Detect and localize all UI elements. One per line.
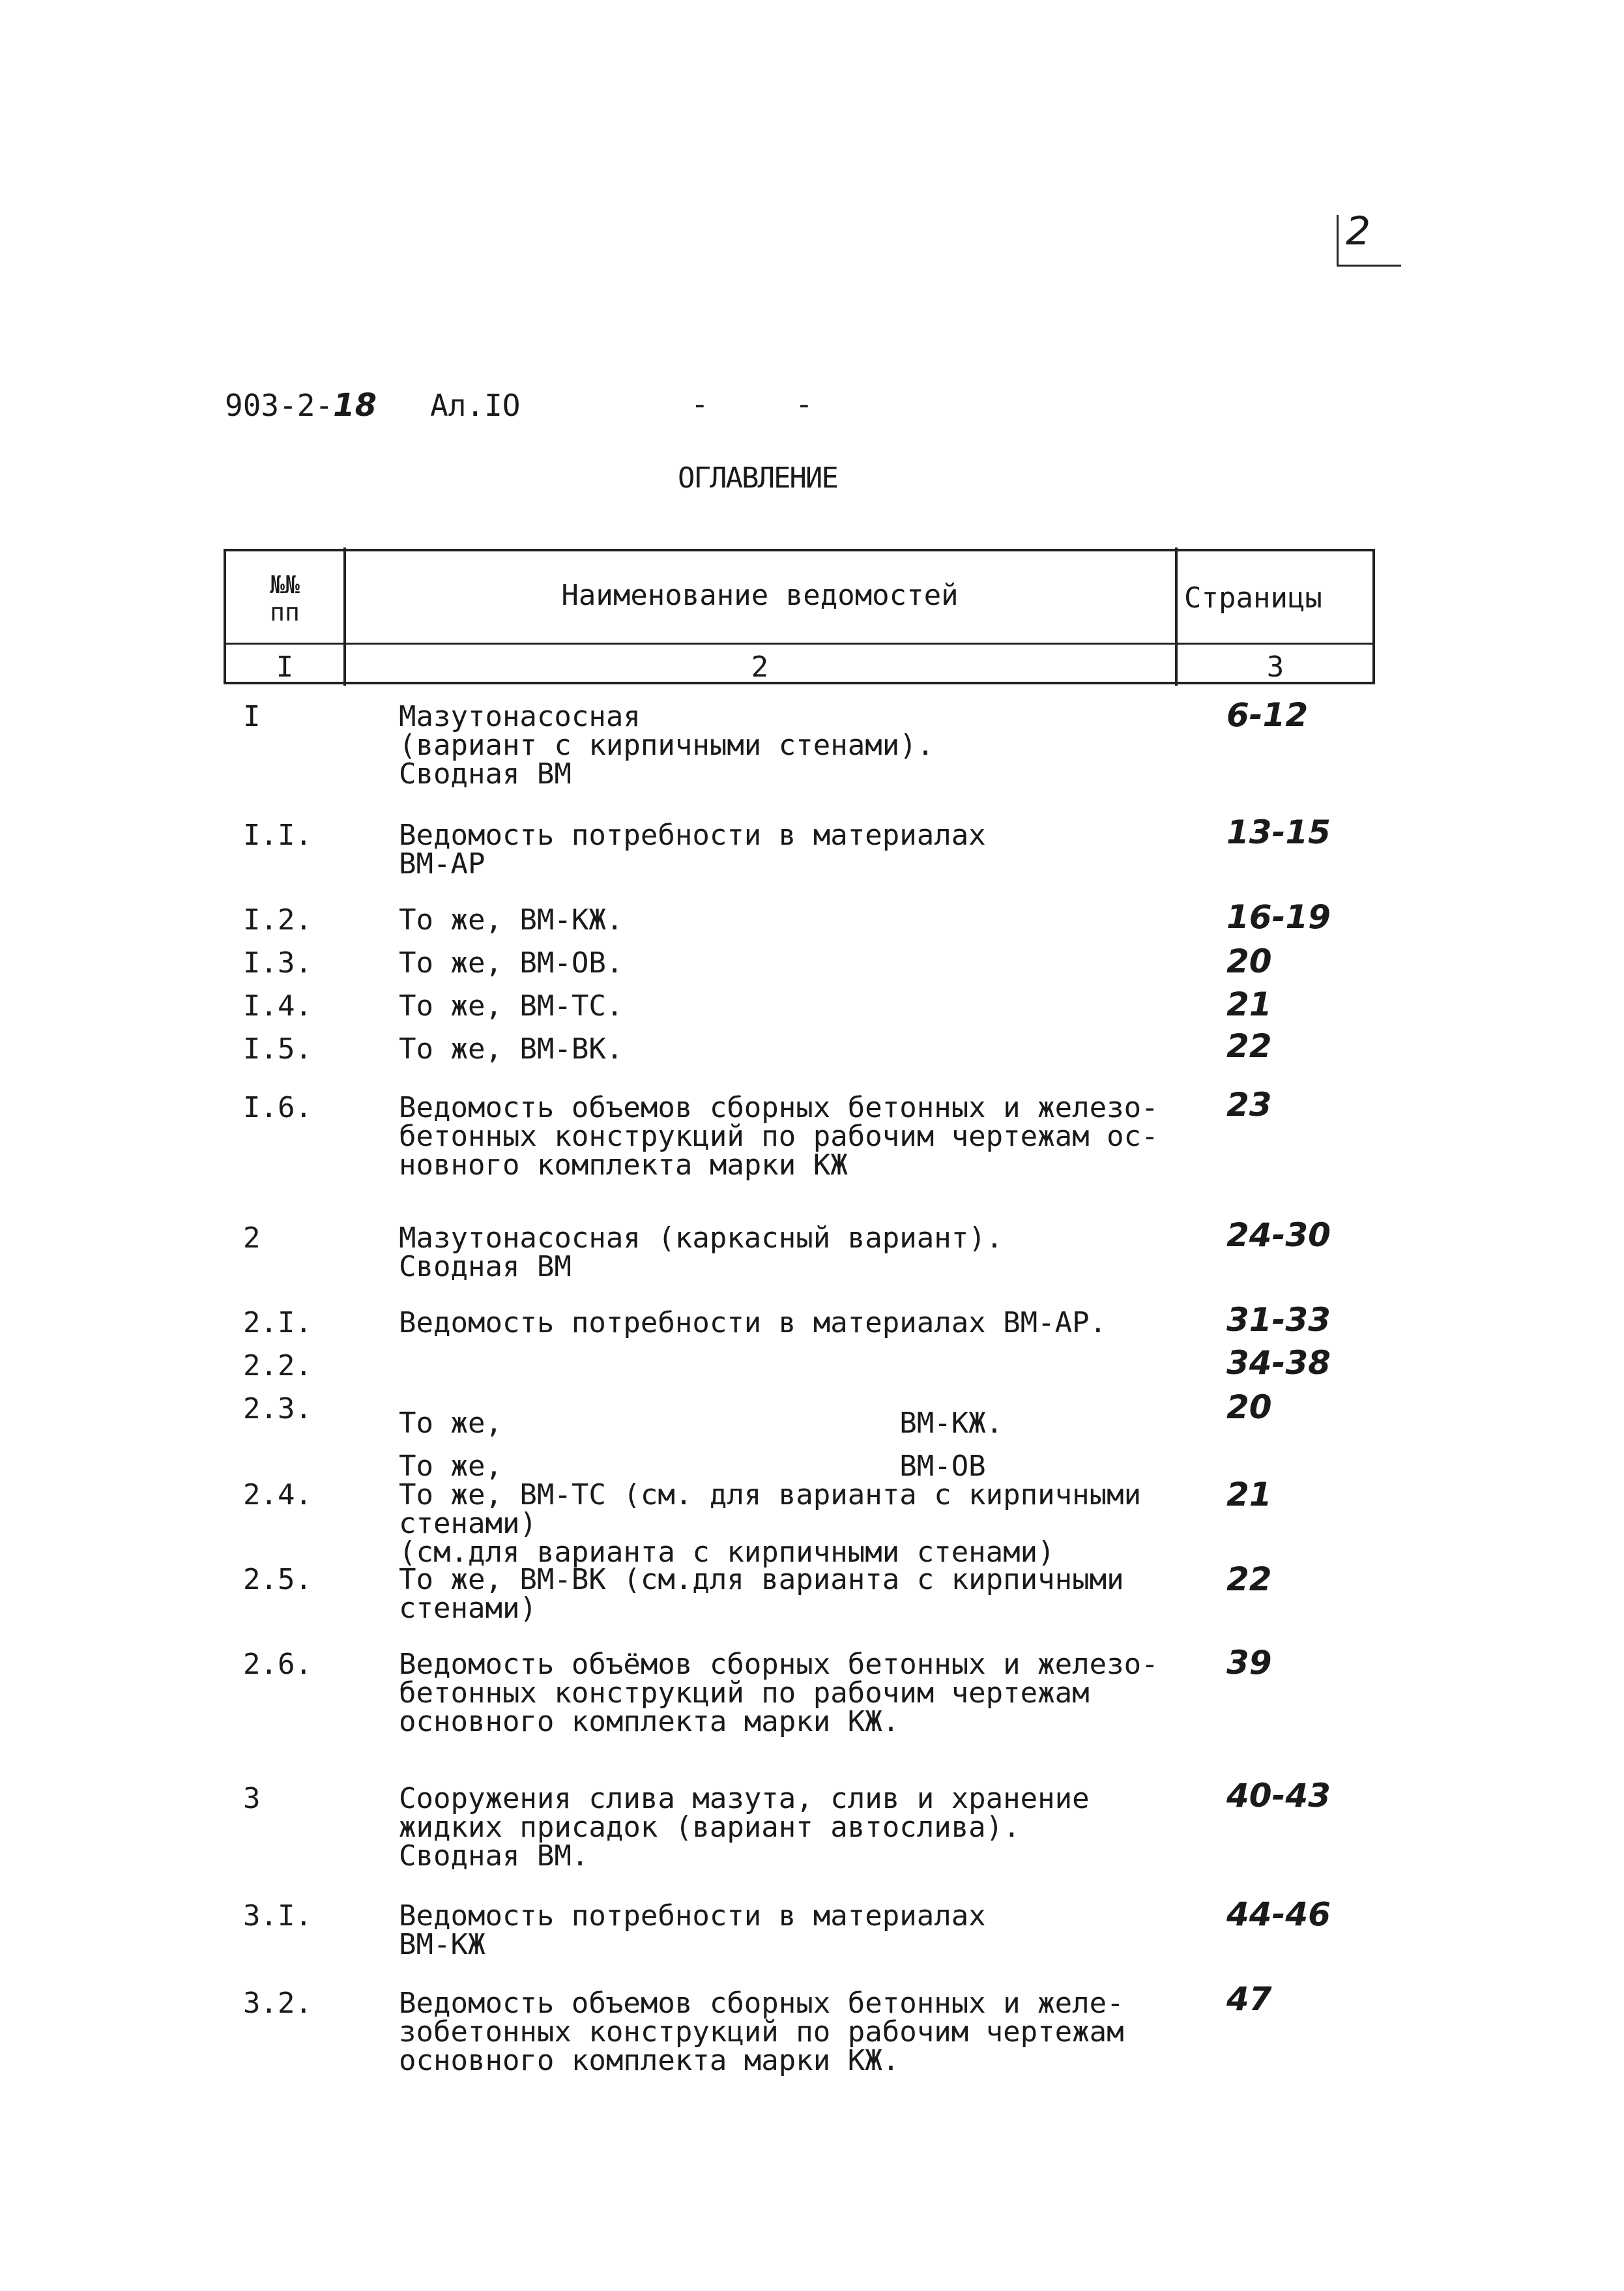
column-index-1: I bbox=[276, 650, 294, 684]
entry-title bbox=[399, 1650, 1159, 1736]
entry-line: новного комплекта марки КЖ bbox=[399, 1148, 848, 1182]
entry-number: I.3. bbox=[243, 946, 312, 980]
page-title: ОГЛАВЛЕНИЕ bbox=[678, 461, 837, 495]
entry-number: 3 bbox=[243, 1782, 261, 1815]
header-number-line: №№ bbox=[270, 570, 300, 599]
header-pages-column: Страницы bbox=[1184, 581, 1322, 615]
entry-number: 3.2. bbox=[243, 1987, 312, 2020]
entry-pages: 40-43 bbox=[1226, 1777, 1331, 1815]
header-divider bbox=[226, 643, 1372, 645]
entry-line: бетонных конструкций по рабочим чертежам ос- bbox=[399, 1120, 1159, 1153]
entry-pages: 34-38 bbox=[1226, 1344, 1331, 1382]
entry-line: Ведомость объёмов сборных бетонных и железо- bbox=[399, 1648, 1159, 1681]
header-number-column bbox=[226, 571, 343, 626]
sheet-number-mark bbox=[1346, 209, 1371, 254]
entry-pages: 39 bbox=[1226, 1644, 1272, 1682]
entry-line: То же, ВМ-КЖ. bbox=[399, 903, 624, 937]
entry-pages: 31-33 bbox=[1226, 1301, 1331, 1339]
entry-line: Сводная ВМ. bbox=[399, 1839, 589, 1873]
entry-title bbox=[399, 903, 624, 937]
entry-pages: 47 bbox=[1226, 1980, 1272, 2018]
entry-title bbox=[399, 821, 986, 879]
entry-line: Ведомость объемов сборных бетонных и железо- bbox=[399, 1091, 1159, 1124]
entry-title bbox=[399, 989, 624, 1023]
entry-pages: 6-12 bbox=[1226, 696, 1309, 734]
entry-title bbox=[399, 1091, 1159, 1182]
entry-title bbox=[399, 1899, 986, 1961]
entry-line: (см.для варианта с кирпичными стенами) bbox=[399, 1536, 1055, 1569]
document-code-prefix: 903-2- bbox=[225, 388, 334, 423]
entry-line: То же, ВМ-КЖ. bbox=[399, 1407, 1004, 1440]
entry-line: ВМ-АР bbox=[399, 847, 486, 881]
entry-line: Сводная ВМ bbox=[399, 1250, 572, 1283]
entry-pages: 20 bbox=[1226, 1388, 1272, 1426]
entry-title bbox=[399, 1563, 1124, 1625]
entry-title bbox=[399, 1306, 1107, 1339]
entry-line: То же, ВМ-ОВ. bbox=[399, 946, 624, 980]
entry-number: I.I. bbox=[243, 819, 312, 852]
sheet-number: 2 bbox=[1346, 209, 1371, 254]
entry-number: I.4. bbox=[243, 989, 312, 1023]
entry-line: бетонных конструкций по рабочим чертежам bbox=[399, 1676, 1090, 1710]
entry-number: 2.6. bbox=[243, 1648, 312, 1681]
entry-title bbox=[399, 1989, 1124, 2075]
entry-line: Сооружения слива мазута, слив и хранение bbox=[399, 1782, 1090, 1815]
entry-line: Мазутонасосная bbox=[399, 700, 641, 733]
entry-pages: 16-19 bbox=[1226, 898, 1331, 936]
entry-line: (вариант с кирпичными стенами). bbox=[399, 729, 935, 762]
entry-pages: 44-46 bbox=[1226, 1895, 1331, 1933]
entry-number: I bbox=[243, 700, 261, 733]
entry-line: ВМ-КЖ bbox=[399, 1928, 486, 1961]
entry-pages: 21 bbox=[1226, 985, 1272, 1023]
entry-line: То же, ВМ-ТС. bbox=[399, 989, 624, 1023]
entry-line: основного комплекта марки КЖ. bbox=[399, 2044, 900, 2077]
entry-line: То же, ВМ-ВК. bbox=[399, 1032, 624, 1066]
entry-number: 2.3. bbox=[243, 1392, 312, 1425]
entry-line: То же, ВМ-ТС (см. для варианта с кирпичными bbox=[399, 1478, 1142, 1511]
entry-title bbox=[399, 700, 935, 791]
column-index-3: 3 bbox=[1266, 650, 1284, 684]
table-header bbox=[224, 549, 1375, 684]
entry-title bbox=[399, 1782, 1090, 1873]
entry-pages: 22 bbox=[1226, 1560, 1272, 1598]
entry-line: Сводная ВМ bbox=[399, 757, 572, 791]
document-code-handwritten: 18 bbox=[333, 387, 377, 424]
entry-pages: 20 bbox=[1226, 942, 1272, 980]
header-dash: - bbox=[691, 387, 709, 422]
entry-line: Ведомость объемов сборных бетонных и желе- bbox=[399, 1987, 1124, 2020]
sheet-number-bracket bbox=[1337, 215, 1401, 267]
entry-number: 2.2. bbox=[243, 1349, 312, 1382]
entry-line: Мазутонасосная (каркасный вариант). bbox=[399, 1221, 1004, 1255]
entry-title bbox=[399, 1221, 1004, 1283]
column-index-2: 2 bbox=[751, 650, 769, 684]
entry-pages: 22 bbox=[1226, 1027, 1272, 1065]
entry-line: жидких присадок (вариант автослива). bbox=[399, 1811, 1021, 1844]
entry-number: 3.I. bbox=[243, 1899, 312, 1933]
document-code bbox=[225, 387, 377, 424]
entry-line: Ведомость потребности в материалах bbox=[399, 819, 986, 852]
entry-line: То же, ВМ-ОВ bbox=[399, 1450, 986, 1483]
entry-line: То же, ВМ-ВК (см.для варианта с кирпичными bbox=[399, 1563, 1124, 1596]
entry-pages: 24-30 bbox=[1226, 1216, 1331, 1254]
entry-number: 2.4. bbox=[243, 1478, 312, 1511]
entry-number: 2 bbox=[243, 1221, 261, 1255]
entry-line: стенами) bbox=[399, 1592, 537, 1625]
header-dash: - bbox=[795, 387, 813, 422]
header-number-line: пп bbox=[270, 598, 300, 626]
entry-pages: 23 bbox=[1226, 1086, 1272, 1124]
entry-line: основного комплекта марки КЖ. bbox=[399, 1705, 900, 1738]
entry-number: I.2. bbox=[243, 903, 312, 937]
entry-number: 2.I. bbox=[243, 1306, 312, 1339]
entry-title bbox=[399, 1032, 624, 1066]
entry-title bbox=[399, 946, 624, 980]
entry-number: 2.5. bbox=[243, 1563, 312, 1596]
header-name-column: Наименование ведомостей bbox=[561, 579, 959, 612]
entry-line: зобетонных конструкций по рабочим чертежам bbox=[399, 2015, 1124, 2049]
entry-line: Ведомость потребности в материалах bbox=[399, 1899, 986, 1933]
entry-line: стенами) bbox=[399, 1507, 537, 1540]
album-number: Ал.IO bbox=[430, 388, 521, 423]
entry-line: Ведомость потребности в материалах ВМ-АР. bbox=[399, 1306, 1107, 1339]
entry-number: I.6. bbox=[243, 1091, 312, 1124]
entry-pages: 21 bbox=[1226, 1476, 1272, 1513]
entry-pages: 13-15 bbox=[1226, 813, 1331, 851]
entry-title bbox=[399, 1478, 1142, 1540]
entry-number: I.5. bbox=[243, 1032, 312, 1066]
